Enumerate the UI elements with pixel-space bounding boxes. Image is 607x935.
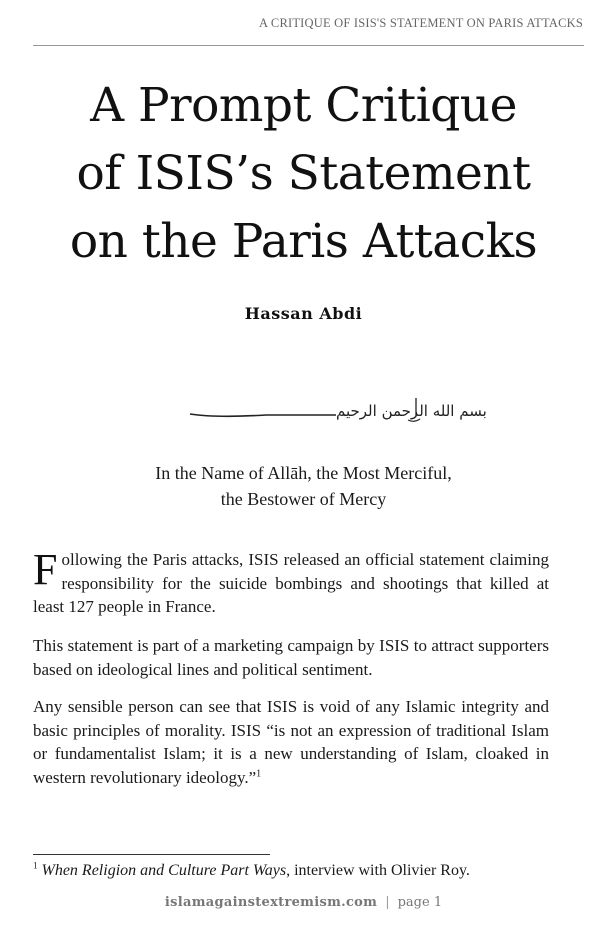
running-head: A CRITIQUE OF ISIS'S STATEMENT ON PARIS ATTACKS: [259, 16, 583, 30]
paragraph-3-text: Any sensible person can see that ISIS is void of any Islamic integrity and basic principles of morality. ISIS “is not an expression of traditional Islam or fundamentalist Islam; it is a new understanding of Islam, cloaked in western revolutionary ideology.”: [33, 697, 549, 787]
footer-separator: |: [385, 895, 390, 910]
basmala-calligraphy: [186, 392, 487, 426]
paragraph-2: This statement is part of a marketing campaign by ISIS to attract supporters based on ideological lines and political sentiment.: [33, 636, 549, 679]
title-line: on the Paris Attacks: [69, 214, 538, 269]
footnote-reference[interactable]: 1: [256, 767, 262, 779]
paragraph-1-text: ollowing the Paris attacks, ISIS released an official statement claiming responsibility for the suicide bombings and shootings that killed at least 127 people in France.: [33, 550, 549, 616]
footnote-title: When Religion and Culture Part Ways: [41, 862, 287, 879]
bismillah-line: the Bestower of Mercy: [220, 489, 387, 509]
author-name: Hassan Abdi: [244, 304, 363, 323]
page-footer: [0, 895, 607, 910]
paragraph-1: [33, 545, 549, 619]
basmala-text: بسم الله الرحمن الرحيم: [336, 402, 487, 420]
footer-site-link[interactable]: islamagainstextremism.com: [164, 895, 378, 910]
drop-cap: F: [33, 545, 58, 594]
bismillah-translation: [0, 460, 607, 512]
paragraph-3: [33, 695, 549, 789]
footnote-rule: [33, 854, 270, 855]
header-rule: [33, 45, 584, 46]
page-number: page 1: [397, 895, 443, 910]
title-line: A Prompt Critique: [90, 78, 517, 133]
footnote: [33, 862, 573, 880]
document-title: [20, 72, 587, 276]
bismillah-line: In the Name of Allāh, the Most Merciful,: [155, 463, 452, 483]
title-line: of ISIS’s Statement: [76, 146, 531, 201]
footnote-text: , interview with Olivier Roy.: [286, 862, 470, 879]
footnote-marker: 1: [33, 860, 38, 871]
